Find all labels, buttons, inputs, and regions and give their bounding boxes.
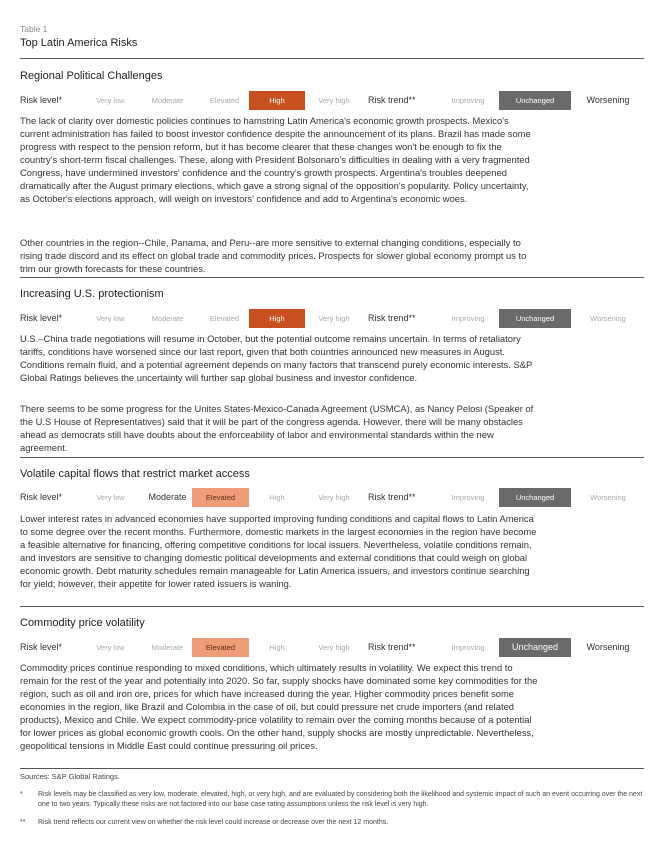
risk-trend-improving: Improving xyxy=(451,96,485,105)
risk-level-moderate: Moderate xyxy=(151,96,184,105)
section-divider xyxy=(20,768,644,769)
section-paragraph: The lack of clarity over domestic policies continues to hamstring Latin America's economic growth prospects. Mexico's current administration has failed to boost investor confidence despite the announcement of its plans. Brazil has made some progress with respect to the pension reform, but it has become clearer that these changes won't be enough to fix the country's short-term fiscal challenges. These, along with President Bolsonaro's difficulties in dealing with a very fragmented Congress, have undermined investors' confidence and the country's growth prospects. Argentina's troubles deepened dramatically after the August primary elections, which gave a strong signal of the opposition's popularity. Policy uncertainty, as October's elections approach, will weigh on investors' confidence and add to Argentina's economic woes. xyxy=(20,115,531,204)
risk-level-moderate: Moderate xyxy=(151,643,184,652)
rating-row xyxy=(20,488,644,508)
risk-level-moderate: Moderate xyxy=(148,492,187,502)
risk-level-elevated-selected: Elevated xyxy=(192,488,249,507)
risk-level-very-high: Very high xyxy=(318,643,350,652)
risk-level-very-low: Very low xyxy=(96,493,125,502)
risk-level-elevated-selected: Elevated xyxy=(192,638,249,657)
section-paragraph: There seems to be some progress for the Unites States-Mexico-Canada Agreement (USMCA), as Nancy Pelosi (Speaker of the U.S House of Representatives) said that it will be part of the congress agenda. However, there will be many obstacles ahead as democrats still have doubts about the enforceability of labor and environmental standards within the new agreement. xyxy=(20,403,534,453)
rating-row xyxy=(20,91,644,111)
section-divider xyxy=(20,457,644,458)
risk-level-very-high: Very high xyxy=(318,493,350,502)
section-divider xyxy=(20,277,644,278)
section-paragraph: U.S.–China trade negotiations will resume in October, but the potential outcome remains uncertain. In terms of retaliatory tariffs, conditions have worsened since our last report, given that both countries announced new measures in August. Conditions remain fluid, and a potential agreement depends on many factors that transcend purely economic interests. S&P Global Ratings believes the uncertainty will further sap global business and investor confidence. xyxy=(20,333,533,383)
sources-note: Sources: S&P Global Ratings. xyxy=(20,772,120,781)
risk-trend-unchanged-selected: Unchanged xyxy=(499,488,571,507)
risk-level-very-high: Very high xyxy=(318,314,350,323)
table-label: Table 1 xyxy=(20,24,48,34)
risk-level-moderate: Moderate xyxy=(151,314,184,323)
footnote-text: Risk levels may be classified as very low, moderate, elevated, high, or very high, and are evaluated by considering both the likelihood and systemic impact of such an event occurring over the next one to two years. Typically these risks are not factored into our base case rating assumptions unless the risk level is very high. xyxy=(38,791,643,808)
footnote xyxy=(20,818,644,828)
section-paragraph: Lower interest rates in advanced economies have supported improving funding conditions and capital flows to Latin America to some degree over the recent months. Furthermore, domestic markets in the largest economies in the region have become a feasible alternative for financing, offering competitive conditions for local issuers. Nevertheless, volatile conditions remain, and investors are sensitive to changing domestic political developments and external conditions that could weigh on global economic growth. Debt maturity schedules remain manageable for Latin America issuers, and investors continue searching for yield; however, their appetite for lower rated issuers is waning. xyxy=(20,513,537,589)
risk-level-high: High xyxy=(269,643,285,652)
section-title: Volatile capital flows that restrict market access xyxy=(20,468,250,480)
risk-trend-worsening: Worsening xyxy=(586,95,630,105)
risk-level-label: Risk level* xyxy=(20,95,63,105)
risk-trend-unchanged-selected: Unchanged xyxy=(499,91,571,110)
risk-level-very-low: Very low xyxy=(96,314,125,323)
section-paragraph: Other countries in the region--Chile, Panama, and Peru--are more sensitive to external changing conditions, especially to rising trade discord and its effect on global trade and commodity prices. Prospects for slower global economy prompt us to trim our growth forecasts for these countries. xyxy=(20,237,527,274)
risk-level-label: Risk level* xyxy=(20,492,63,502)
risk-trend-label: Risk trend** xyxy=(368,642,416,652)
risk-level-label: Risk level* xyxy=(20,313,63,323)
risk-trend-unchanged-selected: Unchanged xyxy=(499,309,571,328)
section-paragraph: Commodity prices continue responding to mixed conditions, which ultimately results in volatility. We expect this trend to remain for the rest of the year and potentially into 2020. So far, supply shocks have dominated some key commodities for the region, such as oil and iron ore, prices for which have increased during the year. Higher commodity prices benefit some economies in the region, like Brazil and Colombia in the case of oil, but could pressure net crude importers (and related products), Mexico and Chile. We expect commodity-price volatility to remain over the coming months because of a potential for lower prices as global economic growth cools. On the other hand, supply shocks are mostly unpredictable. Nevertheless, geopolitical tensions in Middle East could continue pressuring oil prices. xyxy=(20,662,538,751)
rating-row xyxy=(20,309,644,329)
section-divider xyxy=(20,606,644,607)
risk-trend-label: Risk trend** xyxy=(368,313,416,323)
risk-level-very-high: Very high xyxy=(318,96,350,105)
risk-level-high-selected: High xyxy=(249,309,305,328)
risk-trend-improving: Improving xyxy=(451,643,485,652)
footnote-mark: ** xyxy=(20,819,26,826)
risk-level-elevated: Elevated xyxy=(209,314,240,323)
risk-trend-unchanged-selected: Unchanged xyxy=(499,638,571,657)
risk-level-high: High xyxy=(269,493,285,502)
risk-level-elevated: Elevated xyxy=(209,96,240,105)
risk-trend-improving: Improving xyxy=(451,314,485,323)
risk-level-very-low: Very low xyxy=(96,643,125,652)
risk-trend-label: Risk trend** xyxy=(368,95,416,105)
section-title: Regional Political Challenges xyxy=(20,70,163,82)
footnote xyxy=(20,790,644,810)
risk-trend-worsening: Worsening xyxy=(586,642,630,652)
risk-trend-worsening: Worsening xyxy=(590,314,626,323)
risk-trend-worsening: Worsening xyxy=(590,493,626,502)
rating-row xyxy=(20,638,644,658)
risk-level-label: Risk level* xyxy=(20,642,63,652)
top-rule xyxy=(20,58,644,59)
risk-level-very-low: Very low xyxy=(96,96,125,105)
section-title: Increasing U.S. protectionism xyxy=(20,288,164,300)
footnote-text: Risk trend reflects our current view on whether the risk level could increase or decrease over the next 12 months. xyxy=(38,819,389,826)
risk-level-high-selected: High xyxy=(249,91,305,110)
risk-trend-label: Risk trend** xyxy=(368,492,416,502)
table-title: Top Latin America Risks xyxy=(20,37,138,49)
section-title: Commodity price volatility xyxy=(20,617,145,629)
risk-trend-improving: Improving xyxy=(451,493,485,502)
footnote-mark: * xyxy=(20,791,23,798)
